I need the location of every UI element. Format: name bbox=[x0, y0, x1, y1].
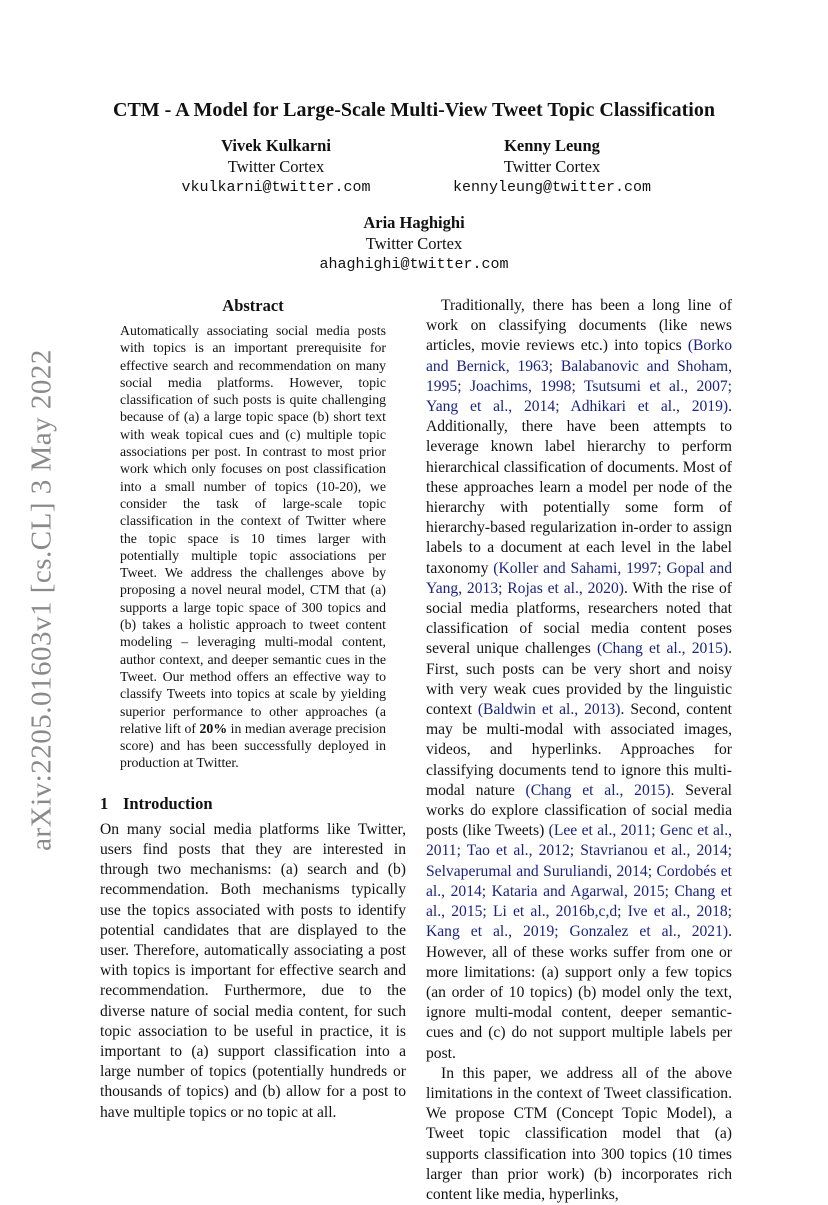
author-name: Vivek Kulkarni bbox=[221, 136, 331, 155]
body-paragraph: In this paper, we address all of the above limitations in the context of Tweet classification. We propose CTM (Concept Topic Model), a Tweet topic classification model that (a) supports classification into 300 topics (10 times larger than prior work) (b) incorporates rich content like media, hyperlinks, bbox=[426, 1064, 732, 1203]
author-email: kennyleung@twitter.com bbox=[452, 179, 652, 196]
citation-link[interactable]: (Lee et al., 2011; Genc et al., 2011; Tao et al., 2012; Stavrianou et al., 2014; Selvaperumal and Suruliandi, 2014; Cordobés et al., 2014; Kataria and Agarwal, 2015; Chang et al., 2015; Li et al., 2016b,c,d; Ive et al., 2018; Kang et al., 2019; Gonzalez et al., 2021) bbox=[426, 822, 732, 941]
intro-paragraph: On many social media platforms like Twitter, users find posts that they are interested in through two mechanisms: (a) search and (b) recommendation. Both mechanisms typically use the topics associated with posts to identify potential candidates that are displayed to the user. Therefore, automatically associating a post with topics is important for effective search and recommendation. Furthermore, due to the diverse nature of social media content, for such topic association to be useful in practice, it is important to (a) support classification into a large number of topics (potentially hundreds or thousands of topics) and (b) allow for a post to have multiple topics or no topic at all. bbox=[100, 820, 406, 1121]
author-block bbox=[126, 135, 426, 198]
abstract-heading: Abstract bbox=[222, 296, 284, 315]
text-run: . Additionally, there have been attempts to leverage known label hierarchy to perform hierarchical classification of documents. Most of these approaches learn a model per node of the hierarchy with potentially some form of hierarchy-based regularization in-order to assign labels to a document at each level in the label taxonomy bbox=[426, 398, 732, 577]
section-number: 1 bbox=[100, 793, 109, 813]
author-block bbox=[264, 212, 564, 275]
author-affiliation: Twitter Cortex bbox=[503, 157, 601, 176]
citation-link[interactable]: (Borko and Bernick, 1963; Balabanovic and Shoham, 1995; Joachims, 1998; Tsutsumi et al., 2007; Yang et al., 2014; Adhikari et al., 2019) bbox=[426, 337, 732, 416]
text-run: . Second, content may be multi-modal with associated images, videos, and hyperlinks. Approaches for classifying documents tend to ignore this multi-modal nature bbox=[426, 701, 732, 799]
citation-link[interactable]: (Chang et al., 2015) bbox=[596, 640, 729, 658]
arxiv-identifier: arXiv:2205.01603v1 [cs.CL] 3 May 2022 bbox=[25, 349, 58, 851]
author-name: Kenny Leung bbox=[504, 136, 600, 155]
arxiv-sidebar bbox=[22, 349, 62, 851]
abstract-text-part: in median average precision score) and has been successfully deployed in production at Twitter. bbox=[120, 720, 386, 771]
text-run: . However, all of these works suffer from one or more limitations: (a) support only a few topics (an order of 10 topics) (b) model only the text, ignore multi-modal content, deeper semantic-cues and (c) do not support multiple labels per post. bbox=[426, 923, 732, 1062]
citation-link[interactable]: (Baldwin et al., 2013) bbox=[477, 701, 621, 719]
section-title: Introduction bbox=[123, 793, 213, 813]
author-block bbox=[402, 135, 702, 198]
author-email: ahaghighi@twitter.com bbox=[319, 256, 509, 273]
abstract-lift-value: 20% bbox=[199, 720, 228, 736]
text-run: . With the rise of social media platforms, researchers noted that classification of social media content poses several unique challenges bbox=[426, 579, 732, 658]
abstract-text bbox=[120, 322, 386, 772]
section-heading-introduction bbox=[100, 794, 406, 814]
author-name: Aria Haghighi bbox=[363, 213, 465, 232]
text-run: . First, such posts can be very short and noisy with very weak cues provided by the linguistic context bbox=[426, 640, 732, 719]
body-paragraph bbox=[426, 296, 732, 1064]
author-affiliation: Twitter Cortex bbox=[365, 234, 463, 253]
right-column bbox=[426, 296, 732, 1205]
paper-title: CTM - A Model for Large-Scale Multi-View Tweet Topic Classification bbox=[113, 99, 715, 121]
abstract-text-part: Automatically associating social media posts with topics is an important prerequisite for effective search and recommendation on many social media platforms. However, topic classification of such posts is quite challenging because of (a) a large topic space (b) short text with weak topical cues and (c) multiple topic associations per post. In contrast to most prior work which only focuses on post classification into a small number of topics (10-20), we consider the task of large-scale topic classification in the context of Twitter where the topic space is 10 times larger with potentially multiple topic associations per Tweet. We address the challenges above by proposing a novel neural model, CTM that (a) supports a large topic space of 300 topics and (b) takes a holistic approach to tweet content modeling – leveraging multi-modal content, author context, and deeper semantic cues in the Tweet. Our method offers an effective way to classify Tweets into topics at scale by yielding superior performance to other approaches (a relative lift of bbox=[120, 323, 386, 736]
left-column bbox=[100, 296, 406, 1123]
author-affiliation: Twitter Cortex bbox=[227, 157, 325, 176]
text-run: . Several works do explore classification of social media posts (like Tweets) bbox=[426, 781, 732, 840]
author-email: vkulkarni@twitter.com bbox=[181, 179, 371, 196]
citation-link[interactable]: (Chang et al., 2015) bbox=[525, 781, 671, 799]
text-run: Traditionally, there has been a long line of work on classifying documents (like news articles, movie reviews etc.) into topics bbox=[426, 297, 732, 355]
citation-link[interactable]: (Koller and Sahami, 1997; Gopal and Yang, 2013; Rojas et al., 2020) bbox=[426, 559, 732, 597]
